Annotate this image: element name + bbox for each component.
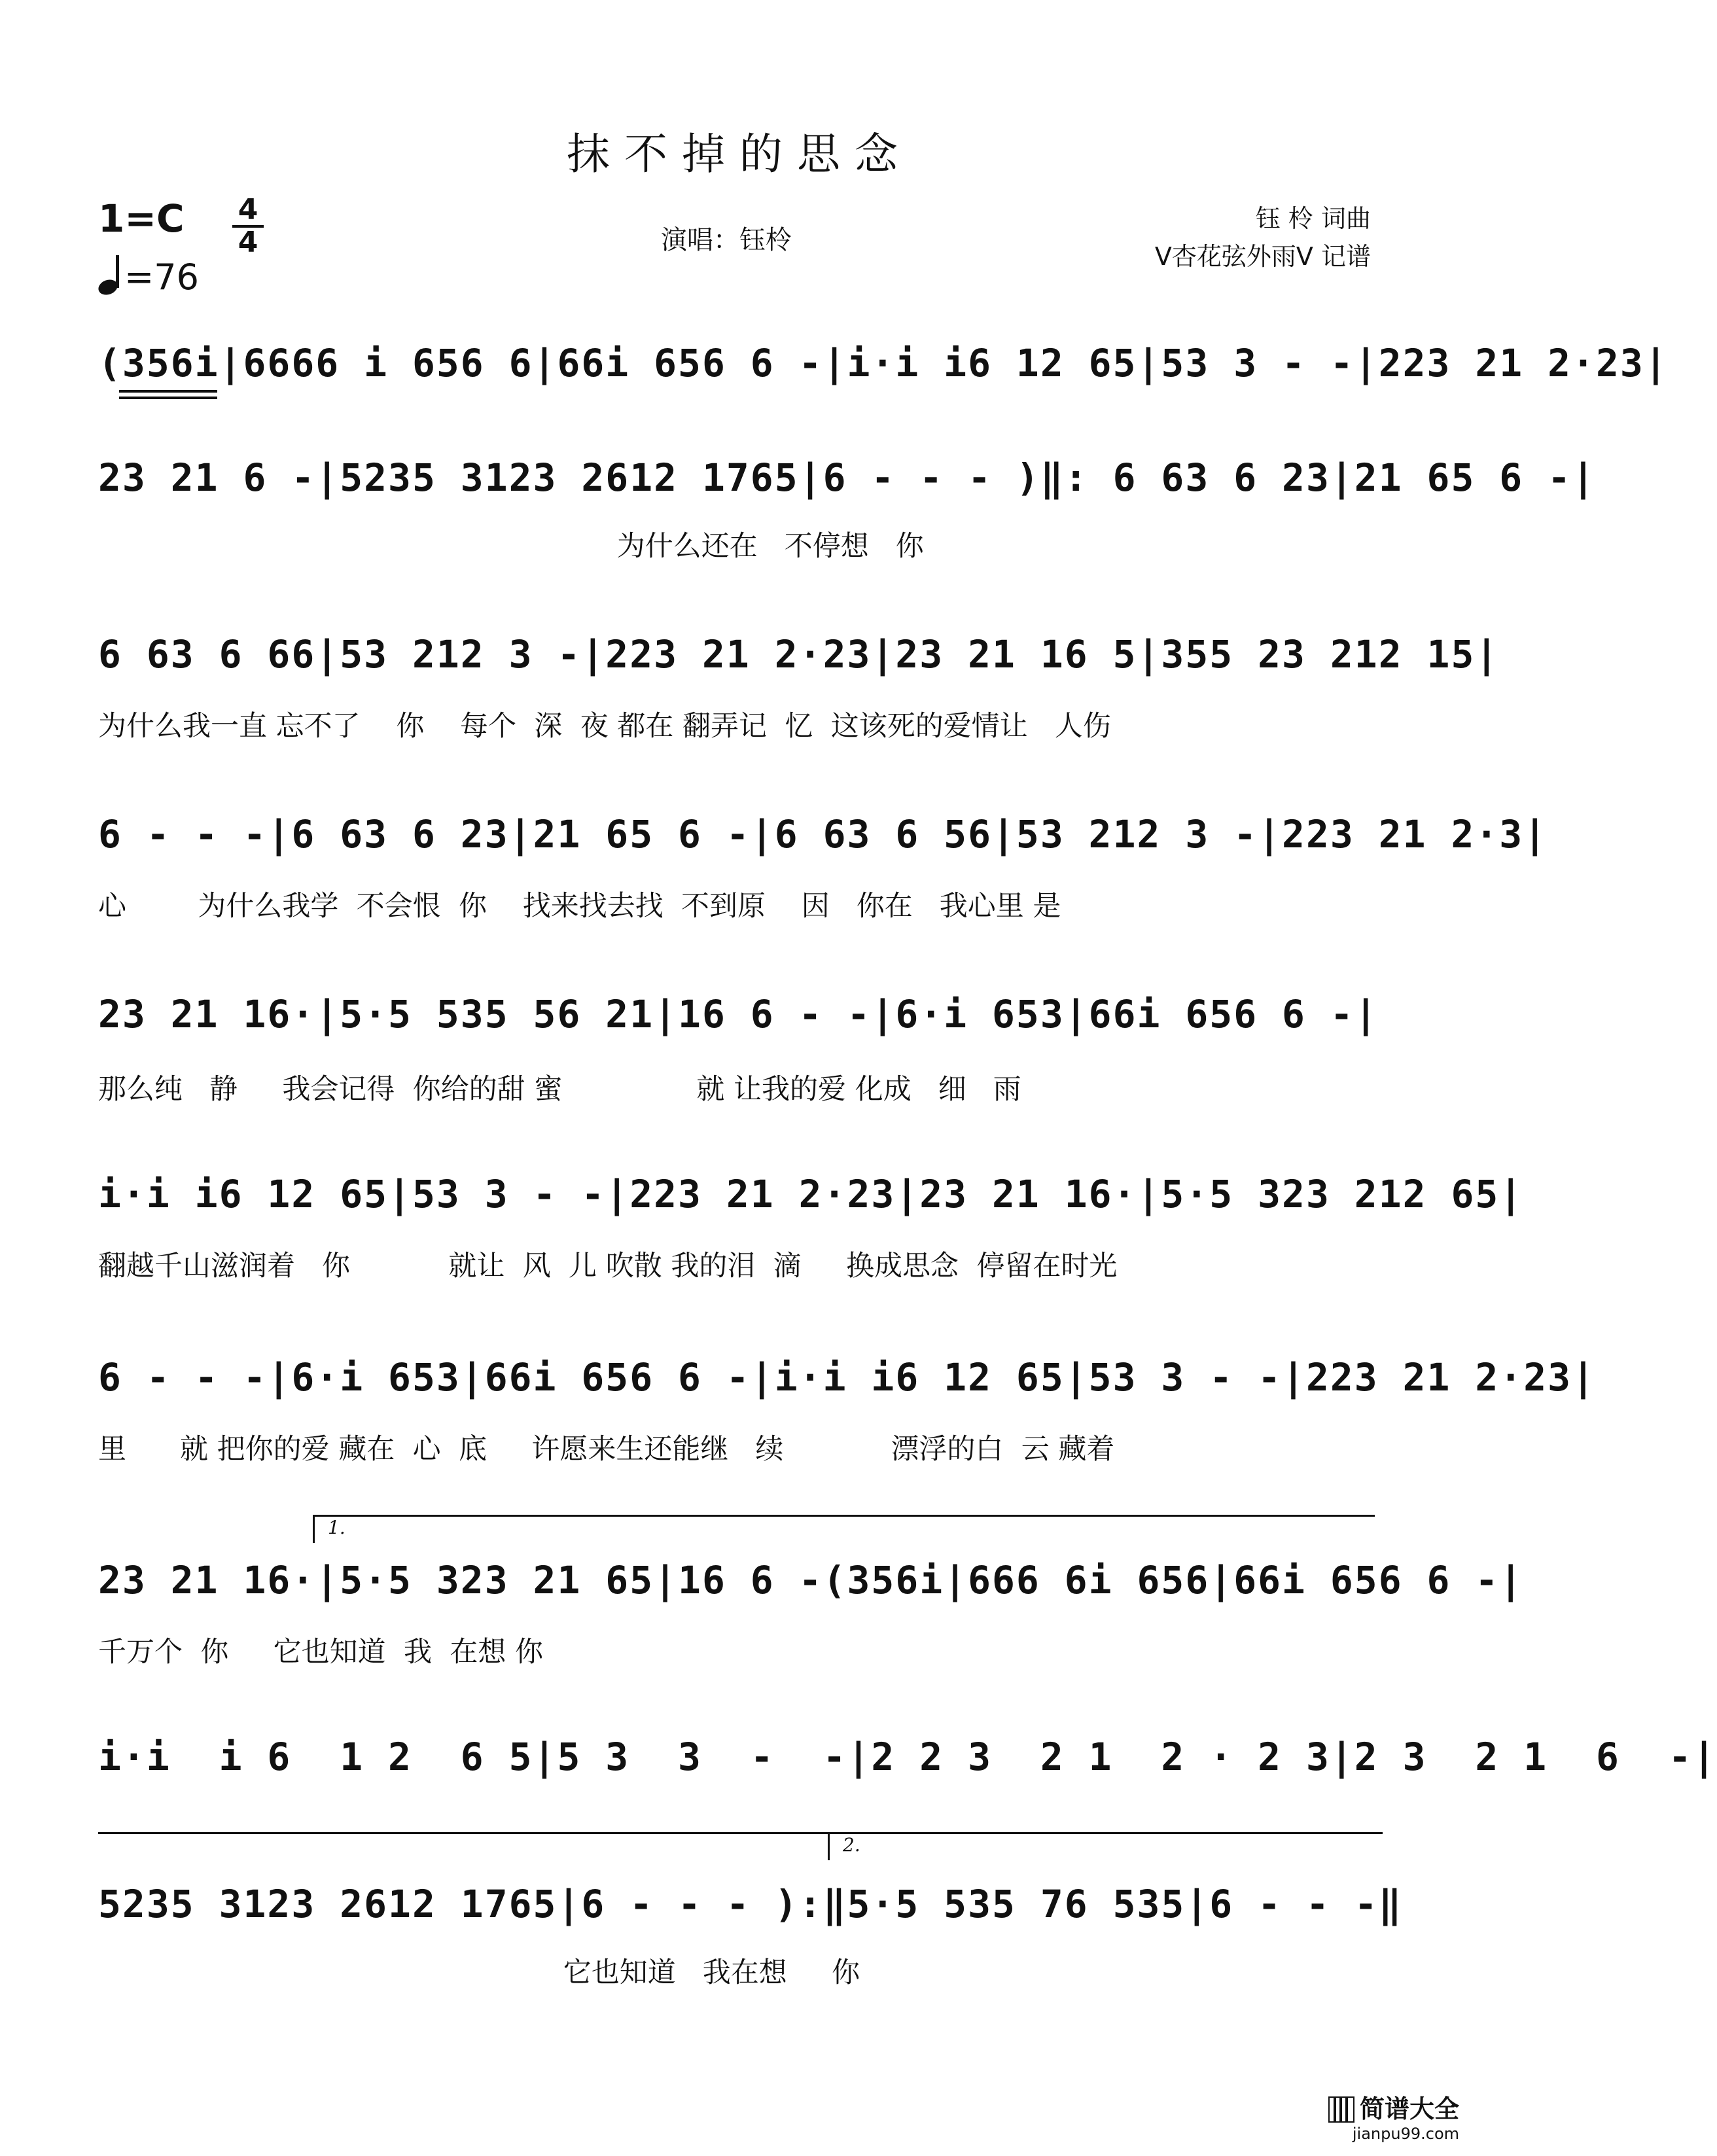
- first-ending-continuation: [98, 1832, 828, 1834]
- second-ending-bracket: [828, 1832, 1383, 1860]
- score-system-8: 23 21 16·|5·5 323 21 65|16 6 -(356i|666 6i 656|66i 656 6 -|: [98, 1558, 1524, 1602]
- score-system-5: 23 21 16·|5·5 535 56 21|16 6 - -|6·i 653|66i 656 6 -|: [98, 992, 1379, 1036]
- time-signature: [232, 193, 264, 259]
- lyrics-line-6: 翻越千山滋润着 你 就让 风 儿 吹散 我的泪 滴 换成思念 停留在时光: [98, 1250, 1118, 1282]
- key-signature: 1=C: [98, 196, 185, 241]
- lyrics-line-7: 里 就 把你的爱 藏在 心 底 许愿来生还能继 续 漂浮的白 云 藏着: [98, 1433, 1115, 1466]
- song-title: 抹不掉的思念: [567, 129, 912, 179]
- score-system-3: 6 63 6 66|53 212 3 -|223 21 2·23|23 21 16 5|355 23 212 15|: [98, 632, 1500, 677]
- lyrics-line-10: 它也知道 我在想 你: [98, 1956, 860, 1989]
- logo-name: 简谱大全: [1359, 2094, 1459, 2123]
- tempo-value: =76: [124, 256, 199, 298]
- lyrics-line-5: 那么纯 静 我会记得 你给的甜 蜜 就 让我的爱 化成 细 雨: [98, 1073, 1021, 1106]
- score-system-1: (356i|6666 i 656 6|66i 656 6 -|i·i i6 12 65|53 3 - -|223 21 2·23|: [98, 341, 1669, 385]
- lyricist-composer-credit: 钰 柃 词曲: [1255, 204, 1371, 233]
- score-system-6: i·i i6 12 65|53 3 - -|223 21 2·23|23 21 16·|5·5 323 212 65|: [98, 1172, 1524, 1216]
- singer-credit: 演唱：钰柃: [661, 225, 792, 255]
- first-ending-bracket: [313, 1515, 1375, 1543]
- lyrics-line-8: 千万个 你 它也知道 我 在想 你: [98, 1636, 544, 1669]
- time-signature-bottom: 4: [238, 226, 258, 259]
- site-logo: [1328, 2089, 1459, 2143]
- score-system-10: 5235 3123 2612 1765|6 - - - ):‖5·5 535 76 535|6 - - -‖: [98, 1882, 1403, 1926]
- lyrics-line-4: 心 为什么我学 不会恨 你 找来找去找 不到原 因 你在 我心里 是: [98, 890, 1061, 923]
- logo-url: jianpu99.com: [1352, 2125, 1459, 2143]
- score-system-9: i·i i 6 1 2 6 5|5 3 3 - -|2 2 3 2 1 2 · 2 3|2 3 2 1 6 -|: [98, 1735, 1717, 1779]
- credits: [1155, 200, 1371, 275]
- first-ending-label: 1.: [328, 1517, 345, 1538]
- time-signature-top: 4: [238, 193, 258, 226]
- score-system-2: 23 21 6 -|5235 3123 2612 1765|6 - - - )‖: 6 63 6 23|21 65 6 -|: [98, 455, 1596, 500]
- tempo-marking: [98, 256, 199, 298]
- score-system-7: 6 - - -|6·i 653|66i 656 6 -|i·i i6 12 65|53 3 - -|223 21 2·23|: [98, 1355, 1596, 1400]
- transcriber-credit: V杏花弦外雨V 记谱: [1154, 242, 1371, 271]
- lyrics-line-2: 为什么还在 不停想 你: [98, 530, 924, 563]
- underline-beam: [119, 397, 217, 399]
- quarter-note-icon: [98, 256, 120, 294]
- second-ending-label: 2.: [843, 1834, 860, 1856]
- underline-beam: [119, 390, 217, 393]
- lyrics-line-3: 为什么我一直 忘不了 你 每个 深 夜 都在 翻弄记 忆 这该死的爱情让 人伤: [98, 710, 1111, 743]
- score-system-4: 6 - - -|6 63 6 23|21 65 6 -|6 63 6 56|53 212 3 -|223 21 2·3|: [98, 812, 1548, 857]
- piano-keys-icon: [1328, 2096, 1354, 2123]
